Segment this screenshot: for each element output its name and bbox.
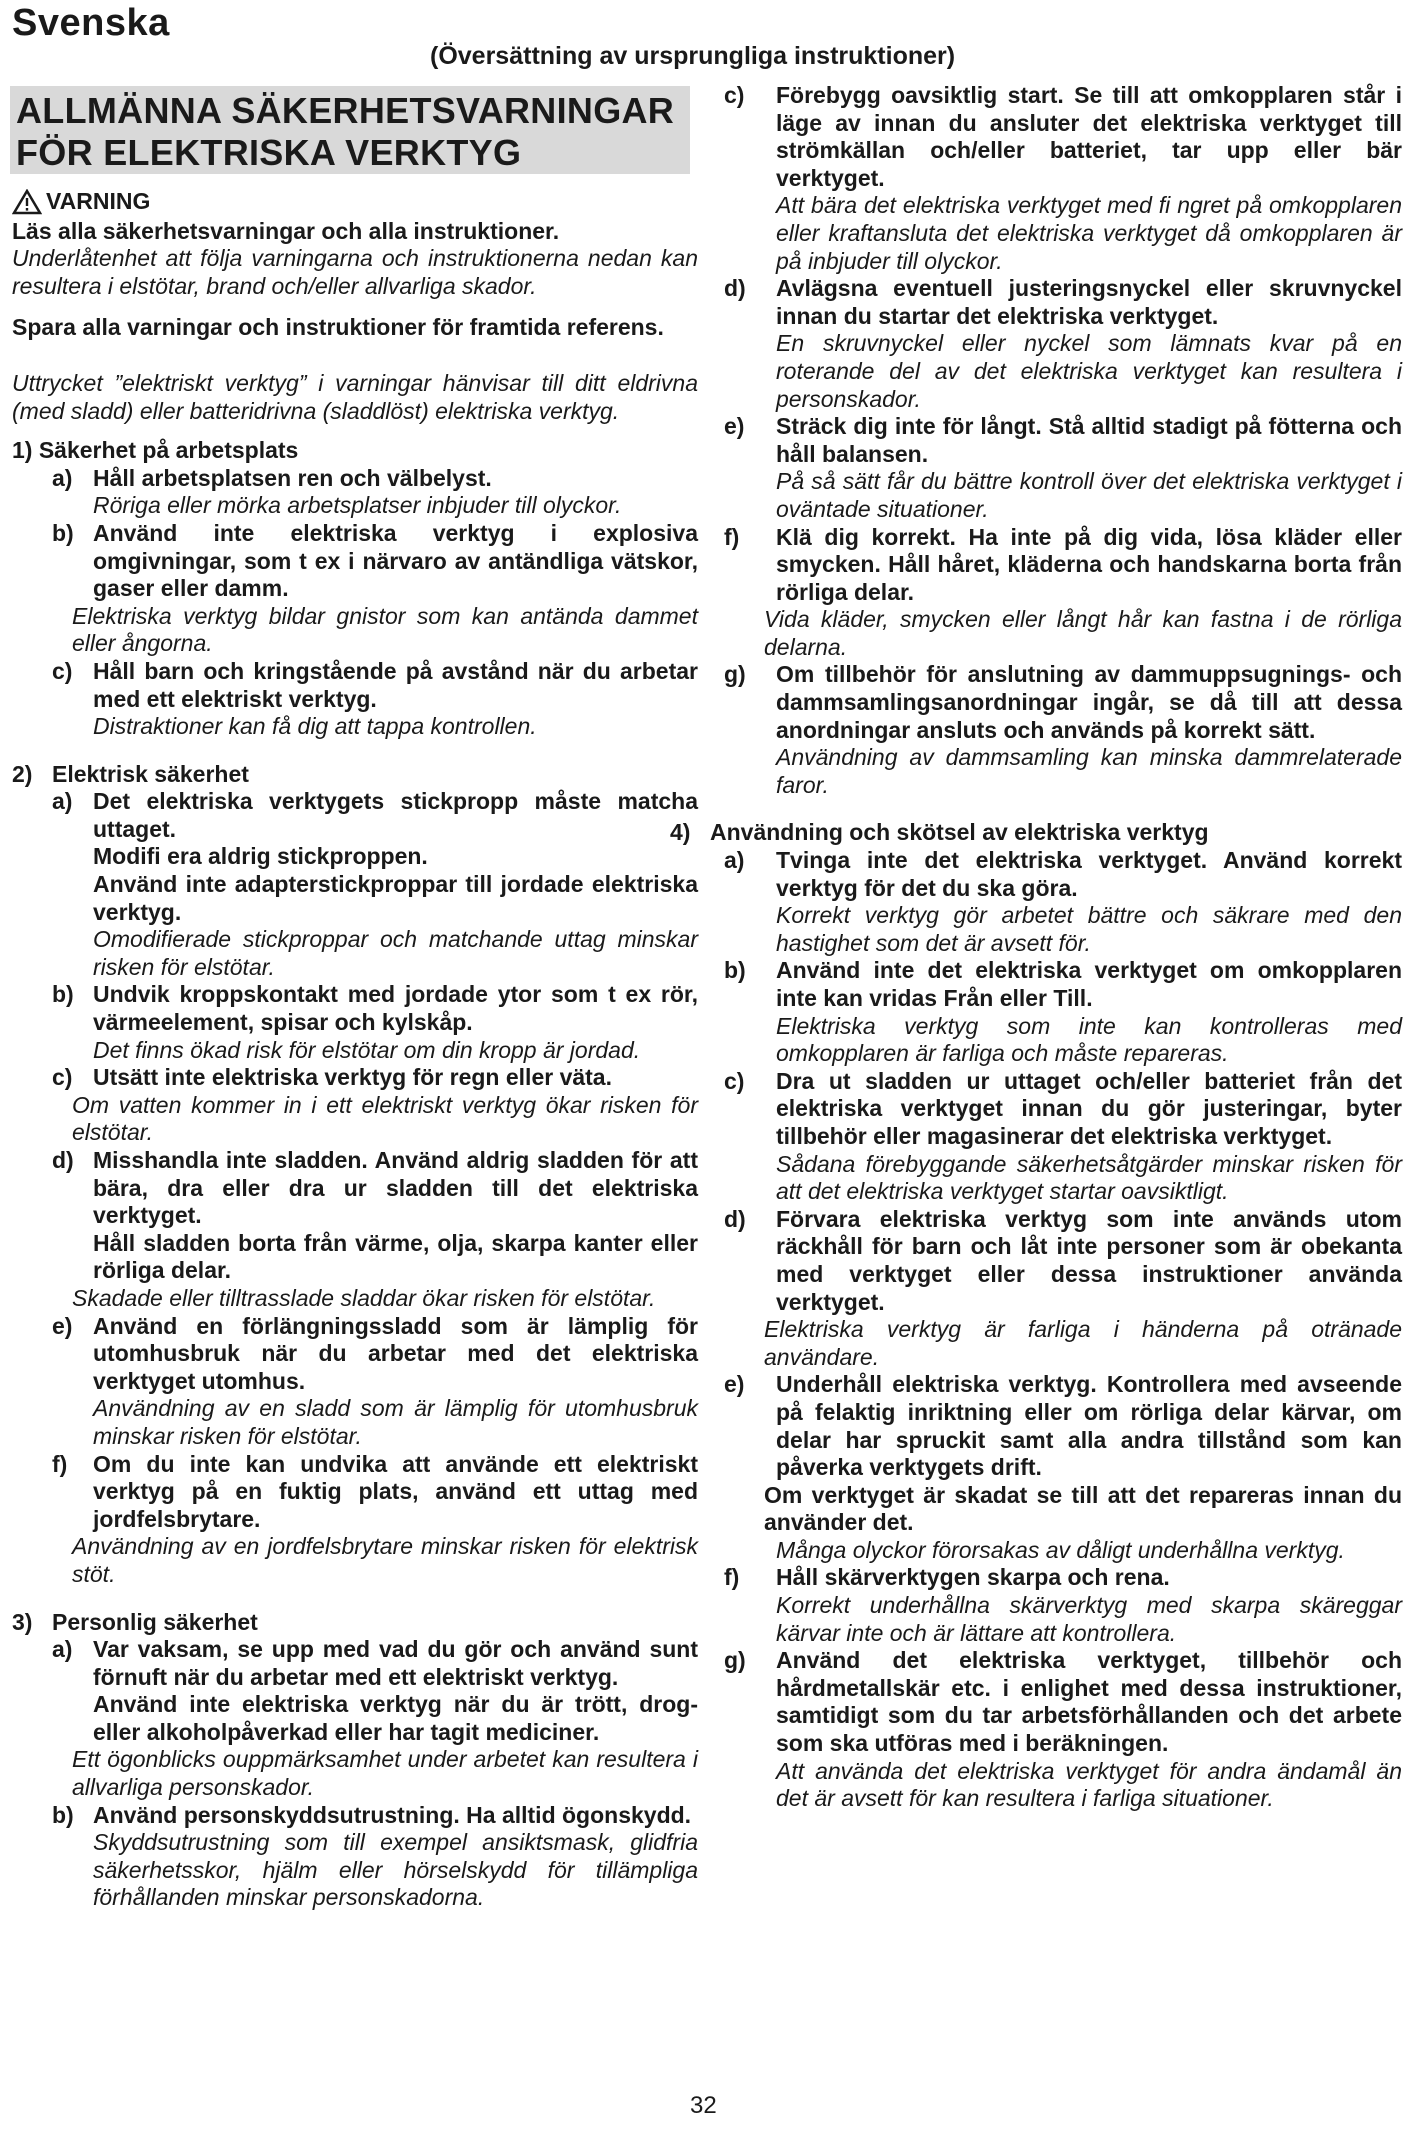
item-desc: Elektriska verktyg är farliga i händerna på otränade användare.	[764, 1316, 1402, 1370]
item-1a	[12, 465, 698, 493]
item-3f	[724, 524, 1402, 607]
item-label: e)	[52, 1312, 73, 1339]
item-desc: Distraktioner kan få dig att tappa kontrollen.	[93, 713, 537, 740]
warning-triangle-icon	[12, 189, 42, 215]
item-title: Använd inte det elektriska verktyget om omkopplaren inte kan vridas Från eller Till.	[776, 957, 1402, 1011]
item-title: Det elektriska verktygets stickpropp måste matcha uttaget.	[93, 788, 698, 842]
item-desc: En skruvnyckel eller nyckel som lämnats kvar på en roterande del av det elektriska verktyget kan resultera i personskador.	[776, 330, 1402, 412]
item-2a	[12, 788, 698, 843]
item-label: g)	[724, 661, 746, 688]
item-4a	[724, 847, 1402, 902]
item-title: Misshandla inte sladden. Använd aldrig sladden för att bära, dra eller dra ur sladden till det elektriska verktyget.	[93, 1147, 698, 1229]
item-2d	[12, 1147, 698, 1230]
save-instruction: Spara alla varningar och instruktioner för framtida referens.	[12, 314, 664, 341]
item-2e	[12, 1313, 698, 1396]
item-4f	[724, 1564, 1402, 1592]
item-title: Sträck dig inte för långt. Stå alltid stadigt på fötterna och håll balansen.	[776, 413, 1402, 467]
item-title: Håll barn och kringstående på avstånd när du arbetar med ett elektriskt verktyg.	[93, 657, 698, 712]
item-label: c)	[724, 1067, 745, 1094]
item-desc: Sådana förebyggande säkerhetsåtgärder minskar risken för att det elektriska verktyget startar oavsiktligt.	[776, 1150, 1402, 1205]
item-4d	[724, 1206, 1402, 1316]
section-1-heading: 1) Säkerhet på arbetsplats	[12, 437, 299, 464]
item-4c	[724, 1068, 1402, 1151]
item-desc: Användning av en jordfelsbrytare minskar risken för elektrisk stöt.	[72, 1533, 698, 1587]
translation-note: (Översättning av ursprungliga instruktioner)	[430, 42, 956, 70]
item-3b	[12, 1802, 698, 1830]
item-desc: Omodifierade stickproppar och matchande uttag minskar risken för elstötar.	[93, 926, 698, 980]
item-desc: Röriga eller mörka arbetsplatser inbjuder till olyckor.	[93, 492, 622, 519]
item-3g	[724, 661, 1402, 744]
item-desc: Det finns ökad risk för elstötar om din kropp är jordad.	[93, 1036, 641, 1063]
section-4-heading	[670, 819, 1402, 847]
item-3e	[724, 413, 1402, 468]
warning-label: VARNING	[46, 188, 151, 214]
section-label: 4)	[670, 819, 691, 846]
item-3a	[12, 1636, 698, 1691]
item-title: Använd en förlängningssladd som är lämplig för utomhusbruk när du arbetar med det elektriska verktyget utomhus.	[93, 1312, 698, 1394]
item-label: b)	[52, 1801, 74, 1828]
item-desc: Elektriska verktyg bildar gnistor som kan antända dammet eller ångorna.	[72, 602, 698, 657]
item-4g	[724, 1647, 1402, 1757]
item-3d	[724, 275, 1402, 330]
item-label: f)	[52, 1450, 68, 1477]
item-label: a)	[52, 464, 73, 491]
item-title: Klä dig korrekt. Ha inte på dig vida, lösa kläder eller smycken. Håll håret, kläderna och handskarna borta från rörliga delar.	[776, 523, 1402, 605]
item-title: Använd inte elektriska verktyg i explosiva omgivningar, som t ex i närvaro av antändliga vätskor, gaser eller damm.	[93, 519, 698, 602]
item-label: e)	[724, 1371, 745, 1398]
item-label: a)	[52, 1636, 73, 1663]
language-label: Svenska	[12, 2, 170, 44]
item-label: c)	[52, 657, 73, 684]
item-2f	[12, 1451, 698, 1534]
item-4e	[724, 1371, 1402, 1481]
item-desc: Användning av dammsamling kan minska dammrelaterade faror.	[776, 744, 1402, 798]
section-title: Personlig säkerhet	[52, 1608, 258, 1635]
item-label: c)	[52, 1064, 73, 1091]
item-desc: Elektriska verktyg som inte kan kontrolleras med omkopplaren är farliga och måste repareras.	[776, 1012, 1402, 1067]
item-label: g)	[724, 1647, 746, 1674]
item-title: Tvinga inte det elektriska verktyget. Använd korrekt verktyg för det du ska göra.	[776, 847, 1402, 901]
item-desc: Skyddsutrustning som till exempel ansiktsmask, glidfria säkerhetsskor, hjälm eller hörselskydd för tillämpliga förhållanden minskar personskadorna.	[93, 1829, 698, 1911]
item-title: Förvara elektriska verktyg som inte används utom räckhåll för barn och låt inte personer som är obekanta med verktyget eller dessa instruktioner använda verktyget.	[776, 1205, 1402, 1315]
item-title: Utsätt inte elektriska verktyg för regn eller väta.	[93, 1064, 612, 1091]
item-4b	[724, 957, 1402, 1012]
item-title-2: Modifi era aldrig stickproppen.	[93, 843, 428, 870]
item-title: Använd det elektriska verktyget, tillbehör och hårdmetallskär etc. i enlighet med dessa instruktioner, samtidigt som du tar arbetsförhållanden och det arbete som ska utföras med i beräkningen.	[776, 1647, 1402, 1757]
item-1c	[12, 658, 698, 713]
item-title: Var vaksam, se upp med vad du gör och använd sunt förnuft när du arbetar med ett elektriskt verktyg.	[93, 1636, 698, 1690]
warning-heading	[12, 188, 698, 216]
item-label: a)	[724, 847, 745, 874]
item-desc: På så sätt får du bättre kontroll över det elektriska verktyget i oväntade situationer.	[776, 468, 1402, 522]
section-2-heading	[12, 761, 698, 789]
item-label: a)	[52, 788, 73, 815]
title-line-1: ALLMÄNNA SÄKERHETSVARNINGAR	[16, 90, 675, 131]
item-desc: Många olyckor förorsakas av dåligt underhållna verktyg.	[776, 1536, 1345, 1563]
item-title-2: Om verktyget är skadat se till att det repareras innan du använder det.	[764, 1481, 1402, 1536]
item-title: Förebygg oavsiktlig start. Se till att omkopplaren står i läge av innan du ansluter det elektriska verktyget till strömkällan och/eller batteriet, tar upp eller bär verktyget.	[776, 82, 1402, 191]
read-all-desc: Underlåtenhet att följa varningarna och instruktionerna nedan kan resultera i elstötar, brand och/eller allvarliga skador.	[12, 245, 698, 299]
item-label: c)	[724, 82, 745, 108]
item-desc: Skadade eller tilltrasslade sladdar ökar risken för elstötar.	[72, 1284, 656, 1311]
item-title: Använd personskyddsutrustning. Ha alltid ögonskydd.	[93, 1801, 692, 1828]
item-title: Håll skärverktygen skarpa och rena.	[776, 1564, 1170, 1591]
item-title: Om tillbehör för anslutning av dammuppsugnings- och dammsamlingsanordningar ingår, se då till att dessa anordningar ansluts och används på korrekt sätt.	[776, 661, 1402, 743]
item-title: Undvik kroppskontakt med jordade ytor som t ex rör, värmeelement, spisar och kylskåp.	[93, 981, 698, 1036]
item-label: d)	[724, 275, 746, 302]
title-line-2: FÖR ELEKTRISKA VERKTYG	[16, 132, 522, 173]
definition-text: Uttrycket ”elektriskt verktyg” i varningar hänvisar till ditt eldrivna (med sladd) eller batteridrivna (sladdlöst) elektriska verktyg.	[12, 369, 698, 424]
section-label: 2)	[12, 760, 33, 787]
item-title: Håll arbetsplatsen ren och välbelyst.	[93, 464, 492, 491]
item-desc: Användning av en sladd som är lämplig för utomhusbruk minskar risken för elstötar.	[93, 1395, 698, 1449]
item-desc: Korrekt underhållna skärverktyg med skarpa skäreggar kärvar inte och är lättare att kontrollera.	[776, 1592, 1402, 1646]
read-all-instruction: Läs alla säkerhetsvarningar och alla instruktioner.	[12, 217, 560, 244]
item-title: Avlägsna eventuell justeringsnyckel eller skruvnyckel innan du startar det elektriska verktyget.	[776, 275, 1402, 329]
item-2c	[12, 1064, 698, 1092]
item-label: f)	[724, 1564, 740, 1591]
item-label: e)	[724, 413, 745, 440]
item-desc: Ett ögonblicks ouppmärksamhet under arbetet kan resultera i allvarliga personskador.	[72, 1746, 698, 1801]
item-title: Dra ut sladden ur uttaget och/eller batteriet från det elektriska verktyget innan du gör justeringar, byter tillbehör eller magasinerar det elektriska verktyget.	[776, 1067, 1402, 1149]
section-3-heading	[12, 1609, 698, 1637]
page-number: 32	[690, 2092, 717, 2119]
item-1b	[12, 520, 698, 603]
item-2b	[12, 981, 698, 1036]
right-column	[670, 82, 1402, 1813]
section-title-banner	[10, 86, 690, 174]
item-label: b)	[52, 981, 74, 1008]
left-column	[12, 188, 698, 1912]
item-desc: Korrekt verktyg gör arbetet bättre och säkrare med den hastighet som det är avsett för.	[776, 902, 1402, 956]
item-title: Om du inte kan undvika att använde ett elektriskt verktyg på en fuktig plats, använd ett uttag med jordfelsbrytare.	[93, 1450, 698, 1532]
item-desc: Att använda det elektriska verktyget för andra ändamål än det är avsett för kan resultera i farliga situationer.	[776, 1757, 1402, 1812]
item-label: d)	[52, 1147, 74, 1173]
item-label: b)	[724, 957, 746, 984]
item-title: Underhåll elektriska verktyg. Kontrollera med avseende på felaktig inriktning eller om rörliga delar kärvar, om delar har spruckit samt alla andra tillstånd som kan påverka verktygets drift.	[776, 1371, 1402, 1481]
section-title: Användning och skötsel av elektriska verktyg	[710, 819, 1209, 846]
section-title: Elektrisk säkerhet	[52, 760, 249, 787]
item-desc: Att bära det elektriska verktyget med fi ngret på omkopplaren eller kraftansluta det elektriska verktyget då omkopplaren är på inbjuder till olyckor.	[776, 192, 1402, 274]
item-label: d)	[724, 1205, 746, 1232]
item-title-2: Håll sladden borta från värme, olja, skarpa kanter eller rörliga delar.	[93, 1229, 698, 1284]
section-label: 3)	[12, 1608, 33, 1635]
item-label: f)	[724, 523, 740, 550]
item-title-2: Använd inte elektriska verktyg när du är trött, drog- eller alkoholpåverkad eller har tagit mediciner.	[93, 1691, 698, 1745]
item-desc: Vida kläder, smycken eller långt hår kan fastna i de rörliga delarna.	[764, 606, 1402, 660]
item-title-3: Använd inte adapterstickproppar till jordade elektriska verktyg.	[93, 871, 698, 925]
item-label: b)	[52, 519, 74, 546]
item-3c	[724, 82, 1402, 192]
item-desc: Om vatten kommer in i ett elektriskt verktyg ökar risken för elstötar.	[72, 1091, 698, 1146]
